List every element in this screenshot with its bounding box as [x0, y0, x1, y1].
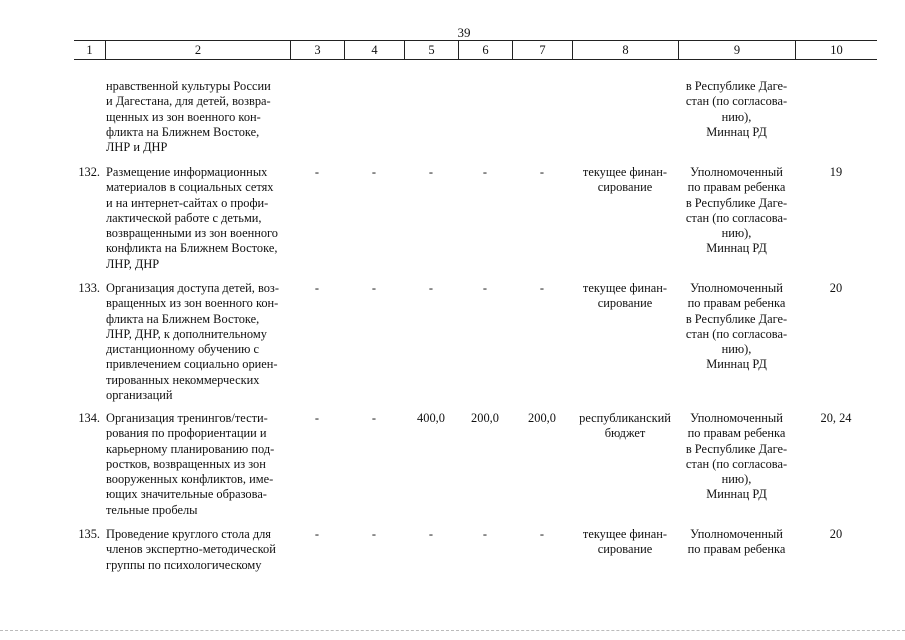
- cell-line: организаций: [106, 388, 173, 403]
- cell-line: бюджет: [604, 426, 646, 441]
- cell-line: привлечением социально ориен-: [106, 357, 278, 372]
- row-cell-desc: [106, 79, 285, 155]
- row-cell-c5: -: [428, 281, 434, 295]
- row-cell-num: 135.: [78, 527, 100, 541]
- row-cell-c6: 200,0: [471, 411, 499, 425]
- cell-line: сирование: [597, 180, 653, 195]
- cell-line: ющих значительные образова-: [106, 487, 267, 502]
- row-cell-c3: -: [314, 165, 320, 179]
- cell-line: нию),: [721, 472, 752, 487]
- row-cell-c7: 200,0: [528, 411, 556, 425]
- row-cell-num: 134.: [78, 411, 100, 425]
- row-cell-c7: -: [539, 165, 545, 179]
- column-header-9: 9: [678, 41, 795, 59]
- cell-line: тельные пробелы: [106, 502, 198, 517]
- row-cell-source: [572, 527, 678, 558]
- cell-line: и на интернет-сайтах о профи-: [106, 195, 269, 210]
- row-cell-desc: [106, 411, 285, 518]
- cell-line: ростков, возвращенных из зон: [106, 456, 266, 471]
- column-header-4: 4: [344, 41, 404, 59]
- row-cell-c5: 400,0: [417, 411, 445, 425]
- row-cell-c4: -: [371, 527, 377, 541]
- cell-line: текущее финан-: [582, 527, 668, 541]
- table-header-row: [74, 40, 877, 60]
- cell-line: сирование: [597, 296, 653, 311]
- cell-line: Организация доступа детей, воз-: [106, 281, 279, 295]
- column-header-8: 8: [572, 41, 678, 59]
- page-bottom-edge: [0, 630, 905, 631]
- cell-line: Организация тренингов/тести-: [106, 411, 268, 425]
- cell-line: текущее финан-: [582, 281, 668, 295]
- cell-line: нию),: [721, 342, 752, 357]
- row-cell-c4: -: [371, 411, 377, 425]
- row-cell-ref: 20: [829, 281, 843, 295]
- page-number: 39: [457, 25, 471, 40]
- row-cell-source: [572, 281, 678, 312]
- cell-line: Миннац РД: [706, 487, 767, 502]
- row-cell-source: [572, 411, 678, 442]
- row-cell-c6: -: [482, 527, 488, 541]
- column-header-7: 7: [512, 41, 572, 59]
- row-cell-exec: [678, 165, 795, 257]
- cell-line: по правам ребенка: [687, 426, 786, 441]
- cell-line: группы по психологическому: [106, 557, 262, 572]
- cell-line: стан (по согласова-: [685, 326, 788, 341]
- cell-line: щенных из зон военного кон-: [106, 109, 261, 124]
- row-cell-ref: 20, 24: [820, 411, 852, 425]
- row-cell-c5: -: [428, 165, 434, 179]
- row-cell-ref: 20: [829, 527, 843, 541]
- cell-line: и Дагестана, для детей, возвра-: [106, 94, 271, 109]
- cell-line: тированных некоммерческих: [106, 372, 260, 387]
- cell-line: в Республике Даге-: [685, 311, 788, 326]
- row-cell-c7: -: [539, 527, 545, 541]
- cell-line: фликта на Ближнем Востоке,: [106, 124, 260, 139]
- cell-line: в Республике Даге-: [685, 79, 788, 93]
- cell-line: Миннац РД: [706, 124, 767, 139]
- cell-line: Миннац РД: [706, 357, 767, 372]
- cell-line: Уполномоченный: [690, 411, 783, 425]
- row-cell-c3: -: [314, 411, 320, 425]
- column-header-1: 1: [86, 43, 93, 57]
- cell-line: ЛНР, ДНР, к дополнительному: [106, 326, 267, 341]
- cell-line: по правам ребенка: [687, 296, 786, 311]
- row-cell-desc: [106, 281, 285, 403]
- row-cell-ref: 19: [829, 165, 843, 179]
- column-header-5: 5: [404, 41, 458, 59]
- cell-line: стан (по согласова-: [685, 94, 788, 109]
- cell-line: стан (по согласова-: [685, 456, 788, 471]
- cell-line: нию),: [721, 226, 752, 241]
- row-cell-desc: [106, 165, 285, 272]
- cell-line: дистанционному обучению с: [106, 342, 260, 357]
- cell-line: фликта на Ближнем Востоке,: [106, 311, 260, 326]
- cell-line: вооруженных конфликтов, име-: [106, 472, 274, 487]
- cell-line: нравственной культуры России: [106, 79, 271, 93]
- row-cell-c4: -: [371, 165, 377, 179]
- cell-line: Проведение круглого стола для: [106, 527, 272, 541]
- cell-line: рования по профориентации и: [106, 426, 267, 441]
- row-cell-c5: -: [428, 527, 434, 541]
- cell-line: в Республике Даге-: [685, 195, 788, 210]
- cell-line: Уполномоченный: [690, 527, 783, 541]
- cell-line: лактической работе с детьми,: [106, 210, 262, 225]
- column-header-10: 10: [795, 41, 877, 59]
- cell-line: Размещение информационных: [106, 165, 268, 179]
- cell-line: Уполномоченный: [690, 165, 783, 179]
- row-cell-num: 133.: [78, 281, 100, 295]
- cell-line: в Республике Даге-: [685, 441, 788, 456]
- cell-line: ЛНР, ДНР: [106, 256, 160, 271]
- row-cell-exec: [678, 281, 795, 373]
- row-cell-c6: -: [482, 281, 488, 295]
- cell-line: карьерному планированию под-: [106, 441, 275, 456]
- row-cell-exec: [678, 79, 795, 140]
- cell-line: конфликта на Ближнем Востоке,: [106, 241, 278, 256]
- cell-line: материалов в социальных сетях: [106, 180, 274, 195]
- cell-line: ЛНР и ДНР: [106, 140, 168, 155]
- column-header-6: 6: [458, 41, 512, 59]
- cell-line: по правам ребенка: [687, 542, 786, 557]
- cell-line: Миннац РД: [706, 241, 767, 256]
- row-cell-c6: -: [482, 165, 488, 179]
- cell-line: сирование: [597, 542, 653, 557]
- cell-line: Уполномоченный: [690, 281, 783, 295]
- row-cell-exec: [678, 527, 795, 558]
- row-cell-exec: [678, 411, 795, 503]
- row-cell-source: [572, 165, 678, 196]
- column-header-2: 2: [105, 41, 290, 59]
- cell-line: вращенных из зон военного кон-: [106, 296, 279, 311]
- cell-line: стан (по согласова-: [685, 210, 788, 225]
- row-cell-c3: -: [314, 527, 320, 541]
- column-header-3: 3: [290, 41, 344, 59]
- row-cell-desc: [106, 527, 285, 573]
- row-cell-c3: -: [314, 281, 320, 295]
- cell-line: республиканский: [579, 411, 671, 425]
- cell-line: членов экспертно-методической: [106, 542, 276, 557]
- row-cell-c4: -: [371, 281, 377, 295]
- row-cell-c7: -: [539, 281, 545, 295]
- cell-line: возвращенными из зон военного: [106, 226, 279, 241]
- cell-line: текущее финан-: [582, 165, 668, 179]
- cell-line: по правам ребенка: [687, 180, 786, 195]
- cell-line: нию),: [721, 109, 752, 124]
- row-cell-num: 132.: [78, 165, 100, 179]
